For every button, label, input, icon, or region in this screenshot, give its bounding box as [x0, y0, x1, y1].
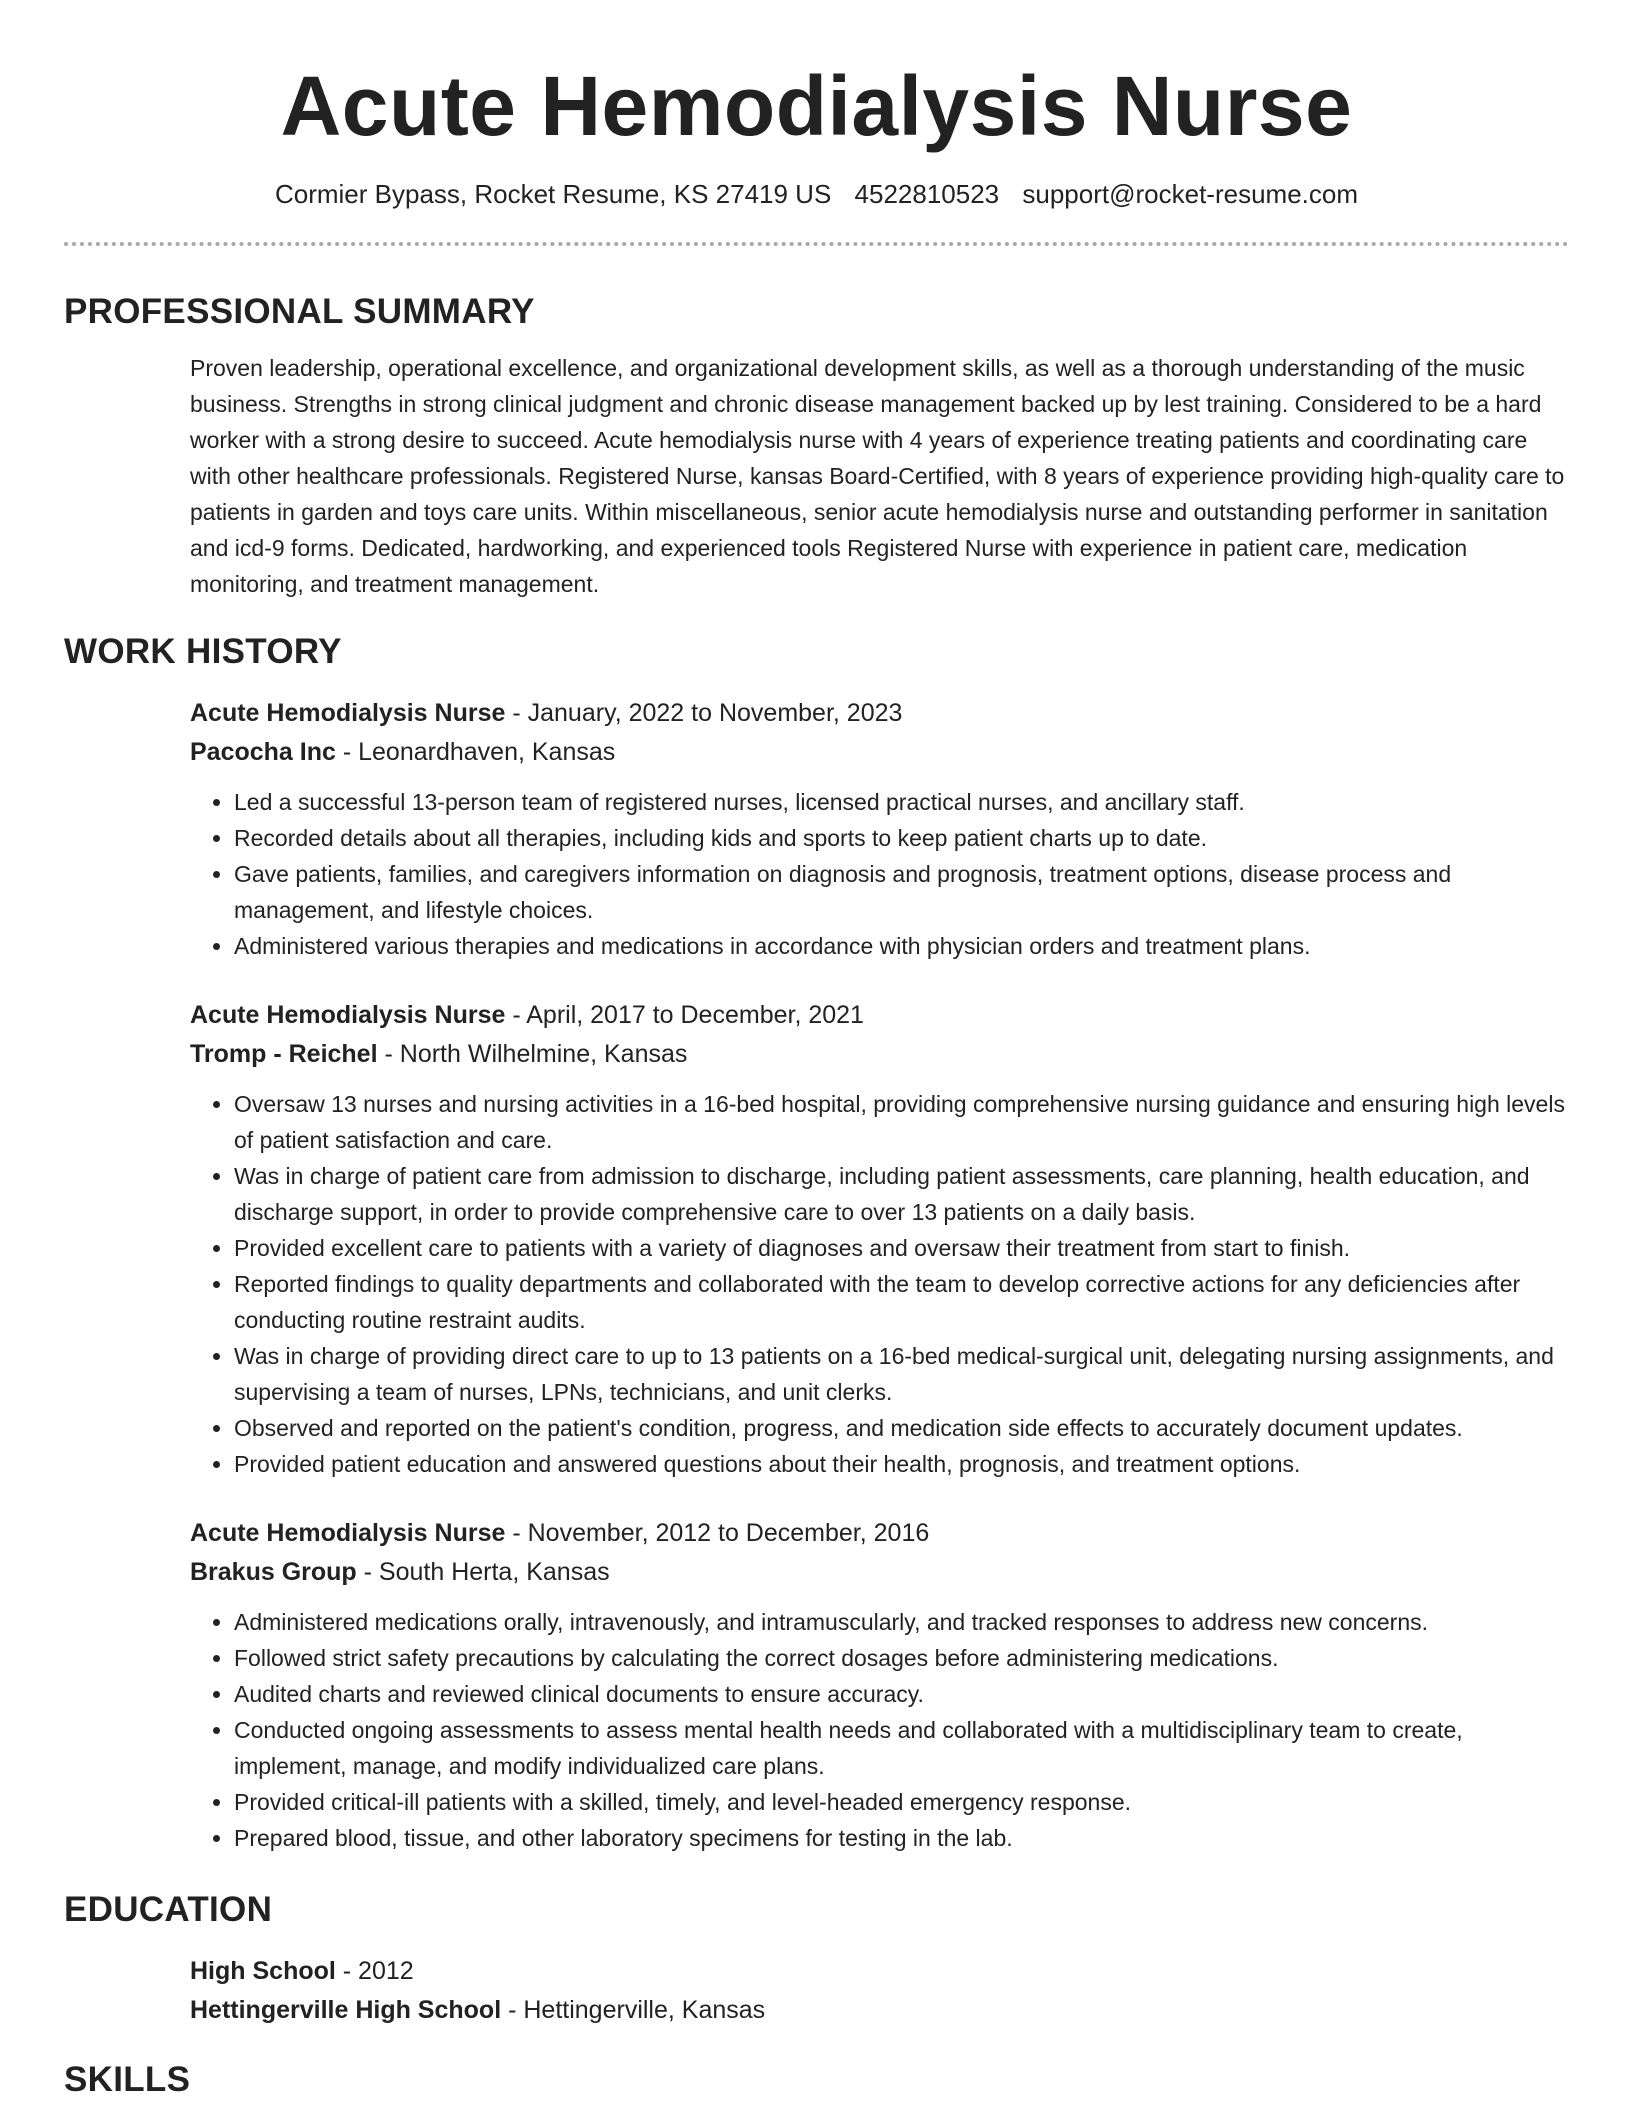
job-company-line: [190, 1035, 1569, 1074]
education-school-line: [190, 1991, 1569, 2030]
job-dates: - November, 2012 to December, 2016: [505, 1519, 930, 1547]
job-role-line: [190, 996, 1569, 1035]
job-role: Acute Hemodialysis Nurse: [190, 1001, 506, 1029]
job-company-line: [190, 1553, 1569, 1592]
section-title-skills: SKILLS: [64, 2060, 191, 2099]
education-entry: [190, 1952, 1569, 2030]
job-bullet: • Was in charge of patient care from admission to discharge, including patient assessments, care planning, health education, and discharge support, in order to provide comprehensive care to over 13 patients on a daily basis.: [234, 1158, 1569, 1230]
job-company: Brakus Group: [190, 1558, 357, 1586]
job-bullet: • Provided patient education and answered questions about their health, prognosis, and treatment options.: [234, 1446, 1569, 1482]
resume-page: [64, 0, 1569, 2102]
section-title-work-history: WORK HISTORY: [64, 632, 342, 671]
job-entry: [190, 1514, 1569, 1856]
resume-name: Acute Hemodialysis Nurse: [280, 59, 1353, 153]
job-bullet: • Gave patients, families, and caregivers information on diagnosis and prognosis, treatment options, disease process and management, and lifestyle choices.: [234, 856, 1569, 928]
job-role: Acute Hemodialysis Nurse: [190, 699, 506, 727]
job-dates: - April, 2017 to December, 2021: [505, 1001, 864, 1029]
education-degree-line: [190, 1952, 1569, 1991]
job-bullet: • Recorded details about all therapies, including kids and sports to keep patient charts up to date.: [234, 820, 1569, 856]
summary-text: Proven leadership, operational excellence, and organizational development skills, as well as a thorough understanding of the music business. Strengths in strong clinical judgment and chronic disease management backed up by lest training. Considered to be a hard worker with a strong desire to succeed. Acute hemodialysis nurse with 4 years of experience treating patients and coordinating care with other healthcare professionals. Registered Nurse, kansas Board-Certified, with 8 years of experience providing high-quality care to patients in garden and toys care units. Within miscellaneous, senior acute hemodialysis nurse and outstanding performer in sanitation and icd-9 forms. Dedicated, hardworking, and experienced tools Registered Nurse with experience in patient care, medication monitoring, and treatment management.: [190, 355, 1565, 597]
job-bullet: • Observed and reported on the patient's condition, progress, and medication side effects to accurately document updates.: [234, 1410, 1569, 1446]
job-bullet: • Followed strict safety precautions by calculating the correct dosages before administering medications.: [234, 1640, 1569, 1676]
job-role: Acute Hemodialysis Nurse: [190, 1519, 506, 1547]
job-role-line: [190, 694, 1569, 733]
job-entry: [190, 694, 1569, 964]
header-divider: [64, 242, 1569, 246]
job-bullet: • Administered various therapies and medications in accordance with physician orders and treatment plans.: [234, 928, 1569, 964]
job-bullet-list: [190, 1604, 1569, 1856]
contact-address: Cormier Bypass, Rocket Resume, KS 27419 US: [274, 179, 832, 209]
job-bullet: • Conducted ongoing assessments to assess mental health needs and collaborated with a multidisciplinary team to create, implement, manage, and modify individualized care plans.: [234, 1712, 1569, 1784]
section-title-education: EDUCATION: [64, 1890, 273, 1929]
section-title-summary: PROFESSIONAL SUMMARY: [64, 292, 535, 331]
education-year: - 2012: [335, 1957, 414, 1985]
education-school: Hettingerville High School: [190, 1996, 502, 2024]
job-entry: [190, 996, 1569, 1482]
job-bullet: • Oversaw 13 nurses and nursing activities in a 16-bed hospital, providing comprehensive nursing guidance and ensuring high levels of patient satisfaction and care.: [234, 1086, 1569, 1158]
job-bullet-list: [190, 1086, 1569, 1482]
job-bullet: • Provided excellent care to patients with a variety of diagnoses and oversaw their treatment from start to finish.: [234, 1230, 1569, 1266]
job-bullet: • Reported findings to quality departments and collaborated with the team to develop corrective actions for any deficiencies after conducting routine restraint audits.: [234, 1266, 1569, 1338]
contact-line: [64, 178, 1569, 210]
job-bullet: • Led a successful 13-person team of registered nurses, licensed practical nurses, and ancillary staff.: [234, 784, 1569, 820]
job-bullet-list: [190, 784, 1569, 964]
job-bullet: • Prepared blood, tissue, and other laboratory specimens for testing in the lab.: [234, 1820, 1569, 1856]
job-company-line: [190, 733, 1569, 772]
job-bullet: • Was in charge of providing direct care to up to 13 patients on a 16-bed medical-surgical unit, delegating nursing assignments, and supervising a team of nurses, LPNs, technicians, and unit clerks.: [234, 1338, 1569, 1410]
job-role-line: [190, 1514, 1569, 1553]
job-location: - South Herta, Kansas: [356, 1558, 610, 1586]
education-degree: High School: [190, 1957, 336, 1985]
job-bullet: • Audited charts and reviewed clinical documents to ensure accuracy.: [234, 1676, 1569, 1712]
job-dates: - January, 2022 to November, 2023: [505, 699, 903, 727]
contact-email: support@rocket-resume.com: [1022, 179, 1359, 209]
job-location: - North Wilhelmine, Kansas: [377, 1040, 688, 1068]
job-company: Tromp - Reichel: [190, 1040, 378, 1068]
contact-phone: 4522810523: [854, 179, 1000, 209]
job-company: Pacocha Inc: [190, 738, 336, 766]
job-location: - Leonardhaven, Kansas: [335, 738, 616, 766]
job-bullet: • Administered medications orally, intravenously, and intramuscularly, and tracked responses to address new concerns.: [234, 1604, 1569, 1640]
job-bullet: • Provided critical-ill patients with a skilled, timely, and level-headed emergency response.: [234, 1784, 1569, 1820]
education-location: - Hettingerville, Kansas: [501, 1996, 766, 2024]
